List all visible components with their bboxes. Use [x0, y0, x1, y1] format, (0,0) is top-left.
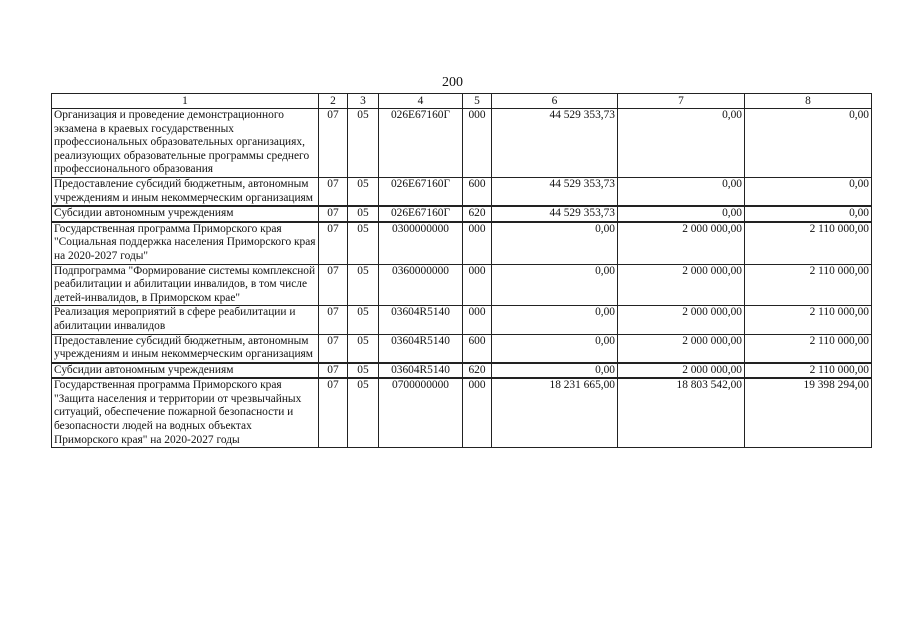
target-article-code: 026E67160Г [379, 206, 463, 222]
target-article-code: 0300000000 [379, 222, 463, 264]
subsection-code: 05 [348, 222, 379, 264]
amount-col8: 2 110 000,00 [745, 264, 872, 306]
row-name: Предоставление субсидий бюджетным, автономным учреждениям и иным некоммерческим организациям [52, 177, 319, 206]
amount-col6: 44 529 353,73 [492, 109, 618, 178]
subsection-code: 05 [348, 306, 379, 334]
amount-col6: 0,00 [492, 306, 618, 334]
row-name: Государственная программа Приморского края "Социальная поддержка населения Приморского края на 2020-2027 годы" [52, 222, 319, 264]
section-code: 07 [319, 177, 348, 206]
amount-col7: 2 000 000,00 [618, 306, 745, 334]
row-name: Предоставление субсидий бюджетным, автономным учреждениям и иным некоммерческим организациям [52, 334, 319, 363]
amount-col6: 44 529 353,73 [492, 177, 618, 206]
table-row [52, 109, 872, 178]
amount-col7: 2 000 000,00 [618, 363, 745, 379]
target-article-code: 03604R5140 [379, 334, 463, 363]
amount-col6: 0,00 [492, 222, 618, 264]
target-article-code: 0700000000 [379, 378, 463, 447]
section-code: 07 [319, 222, 348, 264]
table-row [52, 378, 872, 447]
expense-type-code: 000 [463, 264, 492, 306]
column-header: 4 [379, 94, 463, 109]
expense-type-code: 620 [463, 206, 492, 222]
target-article-code: 026E67160Г [379, 177, 463, 206]
column-header: 2 [319, 94, 348, 109]
amount-col8: 2 110 000,00 [745, 334, 872, 363]
target-article-code: 026E67160Г [379, 109, 463, 178]
subsection-code: 05 [348, 363, 379, 379]
amount-col8: 19 398 294,00 [745, 378, 872, 447]
amount-col8: 2 110 000,00 [745, 363, 872, 379]
row-name: Организация и проведение демонстрационного экзамена в краевых государственных профессиональных образовательных организациях, реализующих образовательные программы среднего профессионального образования [52, 109, 319, 178]
table-row [52, 306, 872, 334]
subsection-code: 05 [348, 264, 379, 306]
row-name: Реализация мероприятий в сфере реабилитации и абилитации инвалидов [52, 306, 319, 334]
target-article-code: 0360000000 [379, 264, 463, 306]
column-header: 1 [52, 94, 319, 109]
amount-col7: 2 000 000,00 [618, 222, 745, 264]
column-header: 8 [745, 94, 872, 109]
amount-col6: 44 529 353,73 [492, 206, 618, 222]
section-code: 07 [319, 378, 348, 447]
expense-type-code: 000 [463, 378, 492, 447]
expense-type-code: 600 [463, 334, 492, 363]
amount-col6: 0,00 [492, 264, 618, 306]
amount-col7: 0,00 [618, 177, 745, 206]
table-row [52, 334, 872, 363]
budget-table [51, 93, 872, 448]
amount-col8: 0,00 [745, 206, 872, 222]
subsection-code: 05 [348, 378, 379, 447]
amount-col7: 2 000 000,00 [618, 264, 745, 306]
table-row [52, 363, 872, 379]
table-row [52, 222, 872, 264]
row-name: Подпрограмма "Формирование системы комплексной реабилитации и абилитации инвалидов, в том числе детей-инвалидов, в Приморском крае" [52, 264, 319, 306]
expense-type-code: 620 [463, 363, 492, 379]
expense-type-code: 000 [463, 109, 492, 178]
row-name: Субсидии автономным учреждениям [52, 363, 319, 379]
amount-col8: 0,00 [745, 109, 872, 178]
row-name: Субсидии автономным учреждениям [52, 206, 319, 222]
page-number: 200 [442, 75, 463, 90]
section-code: 07 [319, 206, 348, 222]
column-header: 7 [618, 94, 745, 109]
subsection-code: 05 [348, 177, 379, 206]
table-row [52, 264, 872, 306]
amount-col6: 18 231 665,00 [492, 378, 618, 447]
subsection-code: 05 [348, 334, 379, 363]
section-code: 07 [319, 363, 348, 379]
section-code: 07 [319, 334, 348, 363]
amount-col7: 0,00 [618, 206, 745, 222]
column-header: 3 [348, 94, 379, 109]
expense-type-code: 600 [463, 177, 492, 206]
amount-col7: 18 803 542,00 [618, 378, 745, 447]
amount-col8: 2 110 000,00 [745, 222, 872, 264]
target-article-code: 03604R5140 [379, 306, 463, 334]
expense-type-code: 000 [463, 222, 492, 264]
header-row [52, 94, 872, 109]
section-code: 07 [319, 109, 348, 178]
row-name: Государственная программа Приморского края "Защита населения и территории от чрезвычайных ситуаций, обеспечение пожарной безопасности и безопасности людей на водных объектах Приморского края" на 2020-2027 годы [52, 378, 319, 447]
column-header: 6 [492, 94, 618, 109]
column-header: 5 [463, 94, 492, 109]
subsection-code: 05 [348, 206, 379, 222]
section-code: 07 [319, 264, 348, 306]
amount-col7: 0,00 [618, 109, 745, 178]
amount-col7: 2 000 000,00 [618, 334, 745, 363]
section-code: 07 [319, 306, 348, 334]
amount-col8: 0,00 [745, 177, 872, 206]
expense-type-code: 000 [463, 306, 492, 334]
target-article-code: 03604R5140 [379, 363, 463, 379]
table-row [52, 206, 872, 222]
table-row [52, 177, 872, 206]
amount-col8: 2 110 000,00 [745, 306, 872, 334]
subsection-code: 05 [348, 109, 379, 178]
amount-col6: 0,00 [492, 363, 618, 379]
amount-col6: 0,00 [492, 334, 618, 363]
